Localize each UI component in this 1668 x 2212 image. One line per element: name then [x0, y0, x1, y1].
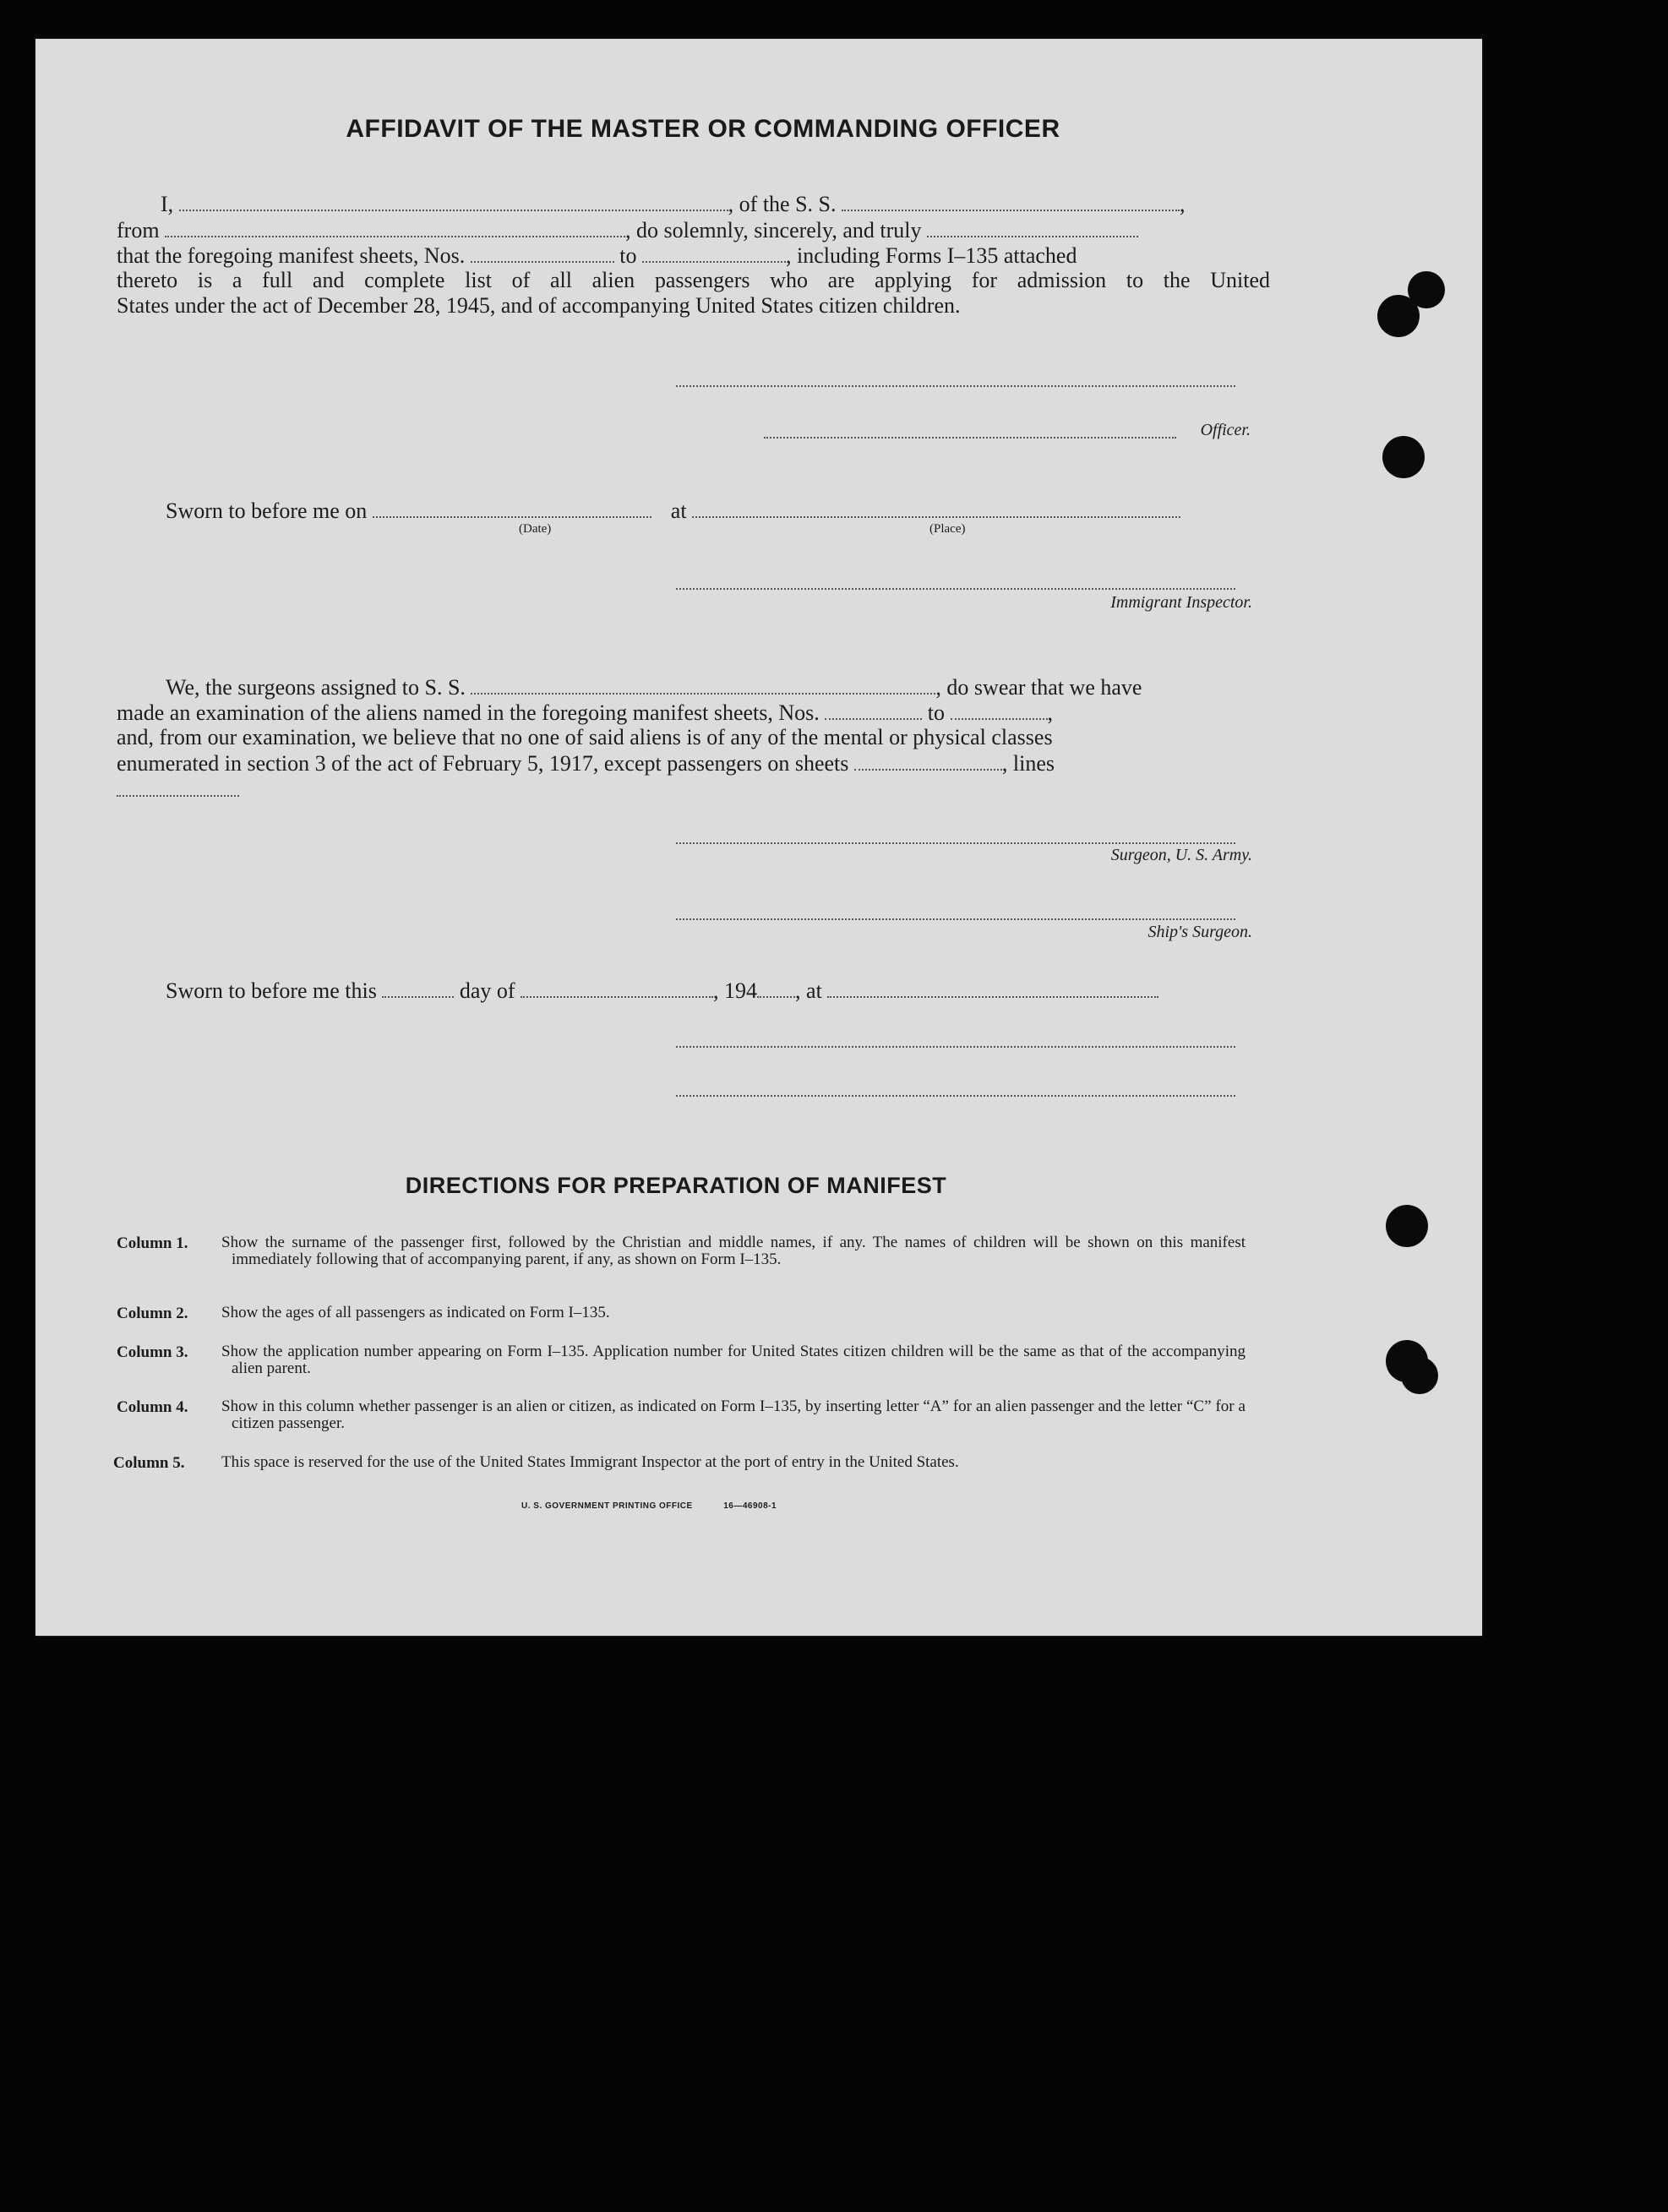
sworn-signature-line-1[interactable]: [676, 1046, 1235, 1048]
army-surgeon-caption: Surgeon, U. S. Army.: [1110, 846, 1252, 864]
affidavit-line-2: [117, 217, 1138, 243]
column-4-label: Column 4.: [117, 1398, 188, 1416]
column-2-label: Column 2.: [117, 1305, 188, 1322]
from-port-field[interactable]: [165, 217, 625, 237]
except-sheets-field[interactable]: [854, 750, 1002, 771]
affidavit-line-4: thereto is a full and complete list of all alien passengers who are applying for admission to the United: [117, 268, 1270, 292]
officer-caption: Officer.: [1200, 421, 1251, 439]
surgeons-line-2: [117, 700, 1053, 726]
forms-label: , including Forms I–135 attached: [786, 243, 1077, 268]
column-5-text: This space is reserved for the use of the United States Immigrant Inspector at the port of entry in the United States.: [221, 1453, 959, 1471]
army-surgeon-signature-line[interactable]: [676, 842, 1235, 844]
surgeons-label: We, the surgeons assigned to S. S.: [166, 675, 466, 700]
ss-label: , of the S. S.: [728, 192, 837, 216]
inspector-caption: Immigrant Inspector.: [1110, 593, 1252, 612]
affidavit-line-3: [117, 242, 1077, 269]
column-3-text: Show the application number appearing on Form I–135. Application number for United States citizen children will be the same as that of the accompanying alien parent.: [221, 1343, 1246, 1377]
sworn-line-1: [166, 498, 1180, 524]
swear-label: , do solemnly, sincerely, and truly: [625, 218, 922, 242]
affidavit-title: AFFIDAVIT OF THE MASTER OR COMMANDING OFFICER: [346, 115, 1060, 143]
master-name-field[interactable]: [179, 191, 728, 211]
form-sheet: [35, 39, 1482, 1636]
examination-label: made an examination of the aliens named in the foregoing manifest sheets, Nos.: [117, 700, 820, 725]
inspector-signature-line[interactable]: [676, 588, 1235, 590]
surgeons-ship-field[interactable]: [471, 674, 935, 695]
sworn-signature-line-2[interactable]: [676, 1095, 1235, 1097]
from-label: from: [117, 218, 160, 242]
exam-sheets-to-field[interactable]: [951, 700, 1048, 720]
ship-surgeon-signature-line[interactable]: [676, 918, 1235, 920]
ship-name-field[interactable]: [842, 191, 1180, 211]
sworn-day-field[interactable]: [382, 978, 454, 998]
lines-continuation-field[interactable]: [117, 795, 239, 797]
printer-label: U. S. GOVERNMENT PRINTING OFFICE: [521, 1501, 693, 1511]
at-label: , at: [795, 978, 822, 1003]
punch-hole: [1408, 271, 1445, 308]
to-label: to: [927, 700, 945, 725]
ship-surgeon-caption: Ship's Surgeon.: [1147, 923, 1252, 941]
punch-hole: [1401, 1357, 1438, 1394]
form-code: 16—46908-1: [723, 1501, 777, 1511]
column-1-label: Column 1.: [117, 1234, 188, 1252]
sheets-from-field[interactable]: [471, 242, 614, 263]
sworn-month-field[interactable]: [521, 978, 713, 998]
surgeons-line-3: and, from our examination, we believe that no one of said aliens is of any of the mental or physical classes: [117, 725, 1053, 749]
date-caption: (Date): [519, 522, 552, 536]
sworn-label: Sworn to before me on: [166, 499, 368, 523]
year-prefix-label: , 194: [713, 978, 758, 1003]
directions-title: DIRECTIONS FOR PREPARATION OF MANIFEST: [405, 1173, 947, 1198]
swear-continuation-field[interactable]: [927, 217, 1138, 237]
column-4-text: Show in this column whether passenger is an alien or citizen, as indicated on Form I–135, by inserting letter “A” for an alien passenger and the letter “C” for a citizen passenger.: [221, 1397, 1246, 1432]
sworn-location-field[interactable]: [827, 978, 1158, 998]
affidavit-line-5: States under the act of December 28, 1945, and of accompanying United States citizen children.: [117, 293, 961, 318]
surgeons-line-4: [117, 750, 1055, 776]
place-caption: (Place): [929, 522, 966, 536]
punch-hole: [1382, 436, 1425, 478]
swear-have-label: , do swear that we have: [935, 675, 1142, 700]
printing-office-footer: [521, 1501, 777, 1511]
comma: ,: [1047, 700, 1053, 725]
punch-hole: [1386, 1205, 1428, 1247]
column-2-text: Show the ages of all passengers as indicated on Form I–135.: [221, 1304, 610, 1321]
surgeons-line-1: [166, 674, 1142, 700]
at-label: at: [670, 499, 687, 523]
officer-signature-line-2[interactable]: [764, 437, 1176, 439]
lines-label: , lines: [1001, 751, 1055, 776]
sworn-place-field[interactable]: [692, 498, 1180, 518]
comma: ,: [1180, 192, 1186, 216]
exam-sheets-from-field[interactable]: [825, 700, 922, 720]
to-label: to: [619, 243, 637, 268]
officer-signature-line-1[interactable]: [676, 385, 1235, 387]
sheets-to-field[interactable]: [642, 242, 786, 263]
column-5-label: Column 5.: [113, 1454, 185, 1472]
sworn-year-field[interactable]: [757, 978, 795, 998]
sworn-line-2: [166, 978, 1158, 1004]
column-3-label: Column 3.: [117, 1343, 188, 1361]
column-1-text: Show the surname of the passenger first, followed by the Christian and middle names, if any. The names of children will be shown on this manifest immediately following that of accompanying parent, if any, as shown on Form I–135.: [221, 1234, 1246, 1268]
day-of-label: day of: [459, 978, 515, 1003]
affidavit-line-1: [161, 191, 1186, 217]
sworn-date-field[interactable]: [373, 498, 651, 518]
affidavit-i-label: I,: [161, 192, 174, 216]
sworn-this-label: Sworn to before me this: [166, 978, 377, 1003]
enumerated-label: enumerated in section 3 of the act of February 5, 1917, except passengers on sheets: [117, 751, 849, 776]
manifest-sheets-label: that the foregoing manifest sheets, Nos.: [117, 243, 466, 268]
